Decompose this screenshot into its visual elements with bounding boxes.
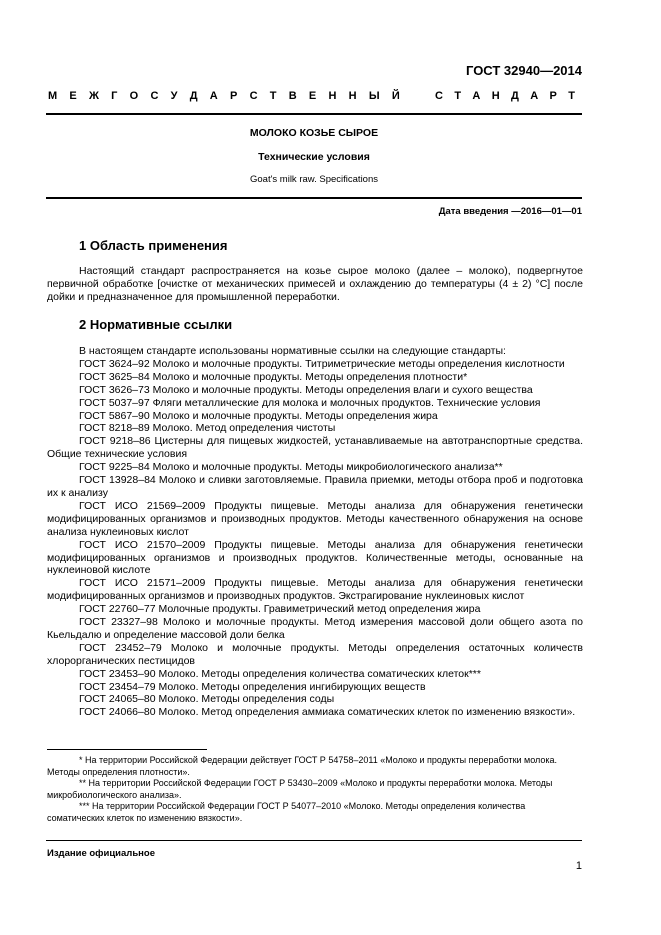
references-intro: В настоящем стандарте использованы нормативные ссылки на следующие стандарты:	[79, 345, 506, 357]
footnote: *** На территории Российской Федерации ГОСТ Р 54077–2010 «Молоко. Методы определения количества соматических клеток по изменению вязкости».	[47, 801, 526, 823]
edition-label: Издание официальное	[47, 848, 155, 859]
header-letter: А	[472, 90, 481, 102]
footnote: ** На территории Российской Федерации ГОСТ Р 53430–2009 «Молоко и продукты переработки молока. Методы микробиологического анализа».	[47, 778, 553, 800]
header-letter: Ж	[88, 90, 99, 102]
reference-item: ГОСТ 9225–84 Молоко и молочные продукты. Методы микробиологического анализа**	[79, 461, 503, 474]
header-letter: М	[48, 90, 58, 102]
introduction-date: Дата введения —2016—01—01	[438, 206, 582, 217]
header-letter: Т	[568, 90, 575, 102]
gost-number: ГОСТ 32940—2014	[466, 63, 582, 78]
header-letter: Н	[491, 90, 500, 102]
footnote-separator	[47, 749, 207, 750]
footer-rule	[46, 840, 582, 841]
header-letter: Е	[308, 90, 317, 102]
header-letter: Г	[111, 90, 118, 102]
standard-word-interstate	[48, 90, 400, 102]
reference-item: ГОСТ 23452–79 Молоко и молочные продукты. Методы определения остаточных количеств хлорорганических пестицидов	[47, 641, 583, 667]
header-letter: Н	[348, 90, 357, 102]
title-rule	[46, 197, 582, 199]
header-letter: А	[209, 90, 218, 102]
header-letter: С	[249, 90, 258, 102]
header-letter: Т	[454, 90, 462, 102]
reference-item: ГОСТ 5867–90 Молоко и молочные продукты. Методы определения жира	[79, 409, 438, 422]
header-letter: У	[170, 90, 178, 102]
document-title: МОЛОКО КОЗЬЕ СЫРОЕ	[249, 127, 379, 139]
top-rule	[46, 113, 582, 115]
header-letter: Т	[269, 90, 277, 102]
section-1-paragraph: Настоящий стандарт распространяется на козье сырое молоко (далее – молоко), подвергнутое первичной обработке [очистке от механических примесей и охлаждению до температуры (4 ± 2) °С] после дойки и предназначенное для промышленной переработки.	[47, 265, 583, 303]
section-1-body	[47, 265, 583, 304]
section-2-heading: 2 Нормативные ссылки	[79, 317, 233, 332]
reference-item: ГОСТ 24065–80 Молоко. Методы определения соды	[79, 693, 335, 706]
reference-item: ГОСТ 13928–84 Молоко и сливки заготовляемые. Правила приемки, методы отбора проб и подготовка их к анализу	[47, 474, 583, 499]
reference-item: ГОСТ 8218–89 Молоко. Метод определения чистоты	[79, 422, 336, 435]
reference-item: ГОСТ 5037–97 Фляги металлические для молока и молочных продуктов. Технические условия	[79, 396, 541, 409]
document-english-title: Goat's milk raw. Specifications	[250, 174, 378, 185]
document-subtitle: Технические условия	[258, 151, 370, 163]
reference-item: ГОСТ 3625–84 Молоко и молочные продукты. Методы определения плотности*	[79, 370, 468, 383]
reference-item: ГОСТ 9218–86 Цистерны для пищевых жидкостей, устанавливаемые на автотранспортные средства. Общие технические условия	[47, 435, 583, 461]
header-letter: В	[288, 90, 297, 102]
header-letter: С	[435, 90, 443, 102]
section-1-heading: 1 Область применения	[79, 238, 228, 253]
header-letter: Й	[391, 90, 400, 102]
footnotes	[47, 755, 583, 825]
standard-type-heading	[48, 90, 575, 102]
header-letter: Е	[69, 90, 77, 102]
header-letter: Н	[328, 90, 337, 102]
header-letter: Д	[189, 90, 198, 102]
header-letter: Р	[549, 90, 557, 102]
standard-word-standard	[435, 90, 575, 102]
header-letter: А	[530, 90, 539, 102]
header-letter: Д	[511, 90, 519, 102]
reference-item: ГОСТ ИСО 21571–2009 Продукты пищевые. Методы анализа для обнаружения генетически модифицированных организмов и производных продуктов. Экстрагирование нуклеиновых кислот	[47, 577, 583, 603]
page-number: 1	[575, 860, 582, 872]
reference-item: ГОСТ 23327–98 Молоко и молочные продукты. Метод измерения массовой доли общего азота по Кьельдалю и определение массовой доли белка	[47, 616, 583, 641]
reference-item: ГОСТ ИСО 21569–2009 Продукты пищевые. Методы анализа для обнаружения генетически модифицированных организмов и производных продуктов. Методы качественного обнаружения на основе анализа нуклеиновых кислот	[47, 499, 583, 538]
footnote: * На территории Российской Федерации действует ГОСТ Р 54758–2011 «Молоко и продукты переработки молока. Методы определения плотности».	[47, 755, 558, 777]
header-letter: Ы	[368, 90, 380, 102]
header-letter: О	[129, 90, 139, 102]
reference-item: ГОСТ ИСО 21570–2009 Продукты пищевые. Методы анализа для обнаружения генетически модифицированных организмов и производных продуктов. Количественные методы, основанные на нуклеиновой кислоте	[47, 538, 583, 577]
header-letter: Р	[229, 90, 238, 102]
reference-item: ГОСТ 3626–73 Молоко и молочные продукты. Методы определения влаги и сухого вещества	[79, 383, 533, 396]
header-letter: С	[150, 90, 159, 102]
reference-item: ГОСТ 22760–77 Молочные продукты. Гравиметрический метод определения жира	[79, 603, 481, 616]
reference-item: ГОСТ 24066–80 Молоко. Метод определения аммиака соматических клеток по изменению вязкости».	[79, 706, 576, 719]
reference-item: ГОСТ 3624–92 Молоко и молочные продукты. Титриметрические методы определения кислотности	[79, 357, 565, 370]
reference-item: ГОСТ 23454–79 Молоко. Методы определения ингибирующих веществ	[79, 680, 426, 693]
section-2-body	[47, 345, 583, 719]
reference-item: ГОСТ 23453–90 Молоко. Методы определения количества соматических клеток***	[79, 667, 481, 680]
